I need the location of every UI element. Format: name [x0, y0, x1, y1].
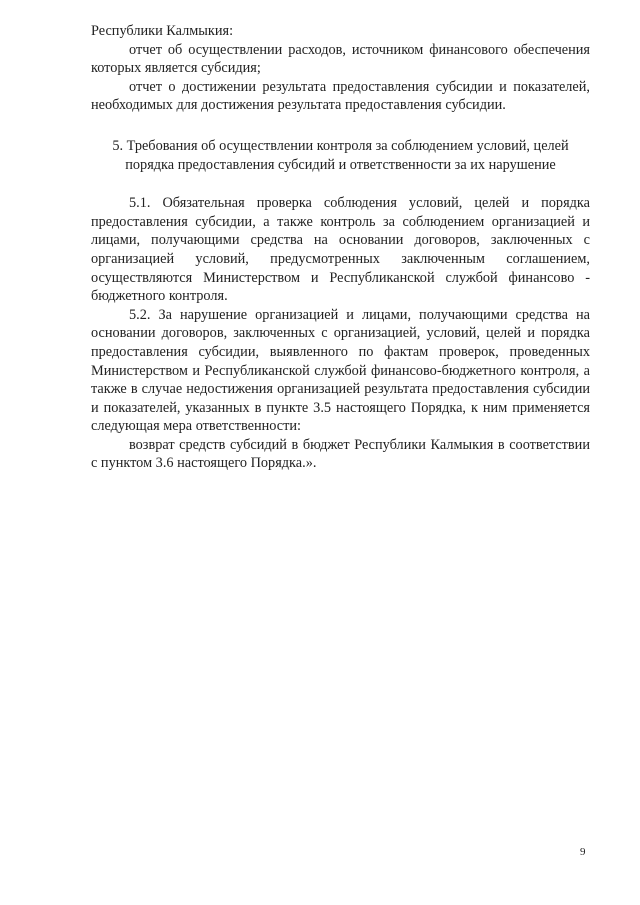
document-page: [91, 22, 590, 473]
paragraph-5-1: 5.1. Обязательная проверка соблюдения условий, целей и порядка предоставления субсидии, а также контроль за соблюдением организацией и лицами, получающими средства на основании договоров, заключенных с организацией условий, предусмотренных заключенным соглашением, осуществляются Министерством и Республиканской службой финансово - бюджетного контроля.: [91, 195, 590, 305]
page-number: 9: [580, 846, 586, 858]
paragraph-expense-report: отчет об осуществлении расходов, источником финансового обеспечения которых является субсидия;: [91, 41, 590, 77]
paragraph-result-report: отчет о достижении результата предоставления субсидии и показателей, необходимых для достижения результата предоставления субсидии.: [91, 78, 590, 114]
paragraph-5-2: 5.2. За нарушение организацией и лицами, получающими средства на основании договоров, заключенных с организацией, условий, целей и порядка предоставления субсидии, выявленного по фактам проверок, проведенных Министерством и Республиканской службой финансово-бюджетного контроля, а также в случае недостижения организацией результата предоставления субсидии и показателей, указанных в пункте 3.5 настоящего Порядка, к ним применяется следующая мера ответственности:: [91, 306, 590, 435]
paragraph-refund: возврат средств субсидий в бюджет Республики Калмыкия в соответствии с пунктом 3.6 настоящего Порядка.».: [91, 436, 590, 472]
section-heading: 5. Требования об осуществлении контроля за соблюдением условий, целей порядка предоставления субсидий и ответственности за их нарушение: [112, 137, 569, 173]
paragraph-republic: Республики Калмыкия:: [91, 23, 234, 39]
